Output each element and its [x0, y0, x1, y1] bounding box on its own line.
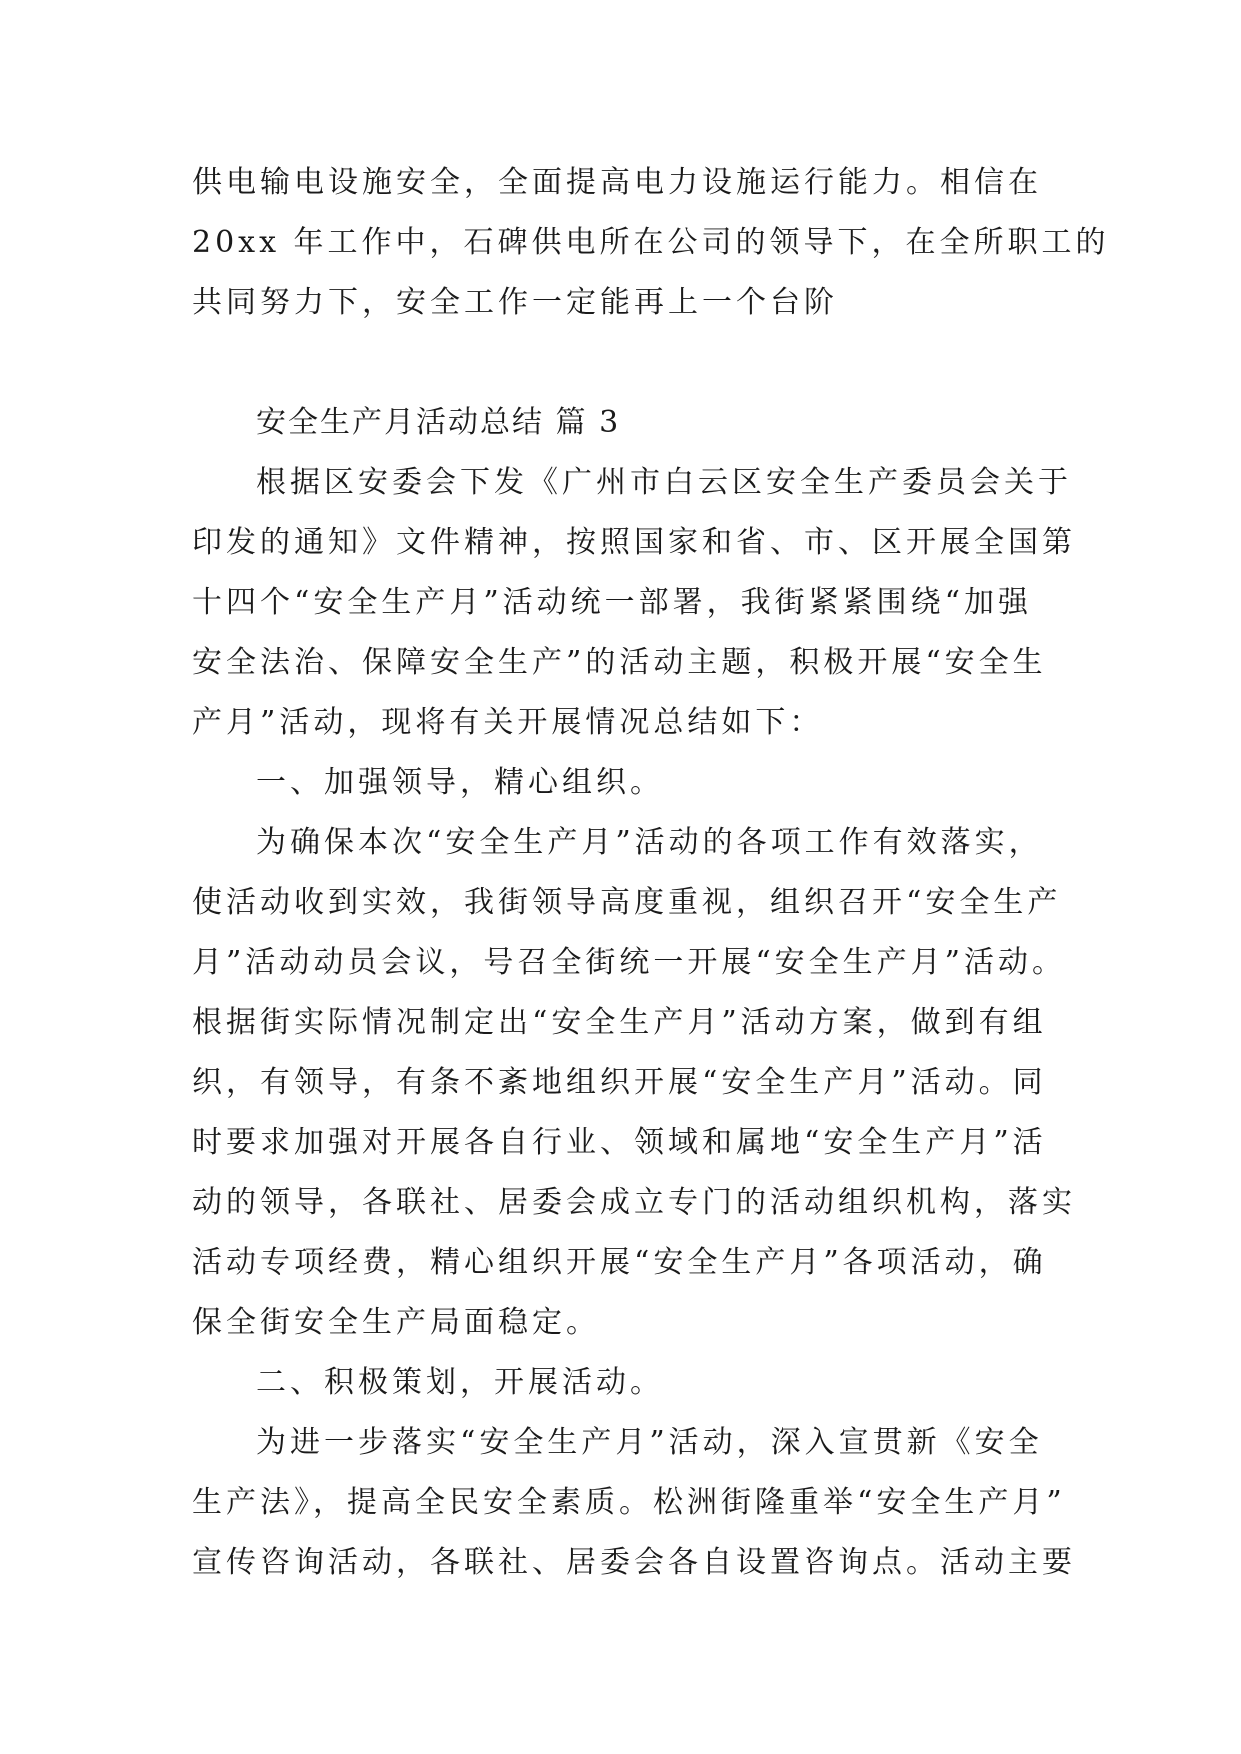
- text-line: 根据区安委会下发《广州市白云区安全生产委员会关于: [256, 465, 1072, 500]
- text-line: 动的领导，各联社、居委会成立专门的活动组织机构，落实: [192, 1185, 1076, 1220]
- text-line: 为进一步落实“安全生产月”活动，深入宣贯新《安全: [256, 1425, 1043, 1460]
- text-line: 月”活动动员会议，号召全街统一开展“安全生产月”活动。: [192, 945, 1067, 980]
- paragraph-gap: [192, 333, 1052, 393]
- section-title: 安全生产月活动总结 篇 3: [256, 405, 621, 440]
- text-line: 产月”活动，现将有关开展情况总结如下：: [192, 705, 824, 740]
- document-body: [192, 153, 1110, 1593]
- text-line: 十四个“安全生产月”活动统一部署，我街紧紧围绕“加强: [192, 585, 1033, 620]
- text-line: 保全街安全生产局面稳定。: [192, 1305, 600, 1340]
- text-line: 印发的通知》文件精神，按照国家和省、市、区开展全国第: [192, 525, 1076, 560]
- subheading: 二、积极策划，开展活动。: [256, 1365, 664, 1400]
- text-line: 供电输电设施安全，全面提高电力设施运行能力。相信在: [192, 165, 1042, 200]
- text-line: 根据街实际情况制定出“安全生产月”活动方案，做到有组: [192, 1005, 1047, 1040]
- text-line: 活动专项经费，精心组织开展“安全生产月”各项活动，确: [192, 1245, 1047, 1280]
- text-line: 使活动收到实效，我街领导高度重视，组织召开“安全生产: [192, 885, 1062, 920]
- text-line: 织，有领导，有条不紊地组织开展“安全生产月”活动。同: [192, 1065, 1047, 1100]
- text-line: 生产法》，提高全民安全素质。松洲街隆重举“安全生产月”: [192, 1485, 1066, 1520]
- text-line: 安全法治、保障安全生产”的活动主题，积极开展“安全生: [192, 645, 1047, 680]
- text-line: 时要求加强对开展各自行业、领域和属地“安全生产月”活: [192, 1125, 1047, 1160]
- text-line: 20xx 年工作中，石碑供电所在公司的领导下，在全所职工的: [192, 225, 1110, 260]
- text-line: 宣传咨询活动，各联社、居委会各自设置咨询点。活动主要: [192, 1545, 1076, 1580]
- text-line: 共同努力下，安全工作一定能再上一个台阶: [192, 285, 838, 320]
- subheading: 一、加强领导，精心组织。: [256, 765, 664, 800]
- text-line: 为确保本次“安全生产月”活动的各项工作有效落实，: [256, 825, 1043, 860]
